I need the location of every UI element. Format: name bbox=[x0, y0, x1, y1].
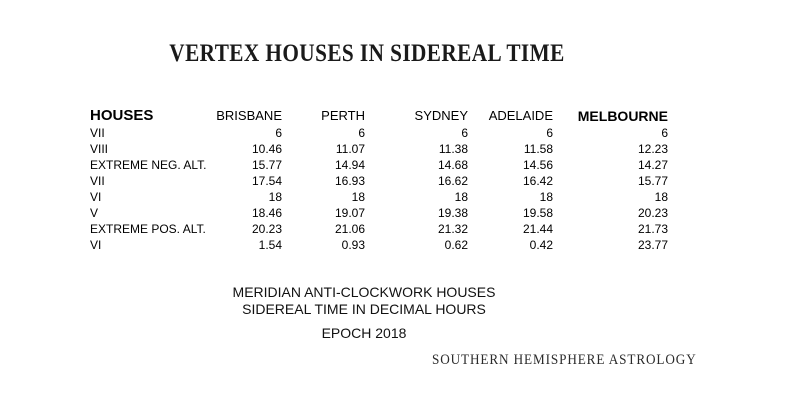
cell-value: 11.07 bbox=[335, 142, 365, 156]
cell-value: 18 bbox=[351, 190, 365, 204]
row-label: EXTREME NEG. ALT. bbox=[90, 158, 207, 172]
footer-notes bbox=[64, 284, 664, 342]
cell-value: 0.62 bbox=[444, 238, 468, 252]
cell-value: 12.23 bbox=[637, 142, 668, 156]
cell-value: 15.77 bbox=[637, 174, 668, 188]
row-label: VI bbox=[90, 238, 102, 252]
row-label: V bbox=[90, 206, 99, 220]
column-header-sydney: SYDNEY bbox=[414, 108, 468, 123]
cell-value: 18 bbox=[539, 190, 553, 204]
row-label: EXTREME POS. ALT. bbox=[90, 222, 206, 236]
cell-value: 18.46 bbox=[251, 206, 282, 220]
row-label: VII bbox=[90, 174, 105, 188]
cell-value: 21.73 bbox=[637, 222, 668, 236]
cell-value: 23.77 bbox=[637, 238, 668, 252]
cell-value: 19.07 bbox=[334, 206, 365, 220]
column-header-houses: HOUSES bbox=[90, 107, 154, 124]
cell-value: 19.38 bbox=[437, 206, 468, 220]
cell-value: 21.06 bbox=[334, 222, 365, 236]
cell-value: 16.93 bbox=[334, 174, 365, 188]
page-title: VERTEX HOUSES IN SIDEREAL TIME bbox=[169, 40, 565, 67]
row-label: VIII bbox=[90, 142, 109, 156]
cell-value: 21.32 bbox=[437, 222, 468, 236]
column-header-adelaide: ADELAIDE bbox=[488, 108, 553, 123]
cell-value: 16.42 bbox=[522, 174, 553, 188]
cell-value: 14.94 bbox=[334, 158, 365, 172]
row-label: VII bbox=[90, 126, 105, 140]
cell-value: 0.42 bbox=[529, 238, 553, 252]
cell-value: 6 bbox=[661, 126, 668, 140]
publisher-signature: SOUTHERN HEMISPHERE ASTROLOGY bbox=[432, 352, 697, 368]
cell-value: 6 bbox=[461, 126, 468, 140]
footer-line-house-system: MERIDIAN ANTI-CLOCKWORK HOUSES bbox=[232, 284, 496, 300]
cell-value: 15.77 bbox=[251, 158, 282, 172]
epoch-label: EPOCH 2018 bbox=[321, 325, 407, 341]
column-header-melbourne: MELBOURNE bbox=[577, 108, 668, 124]
cell-value: 18 bbox=[268, 190, 282, 204]
cell-value: 11.58 bbox=[523, 142, 553, 156]
cell-value: 18 bbox=[654, 190, 668, 204]
cell-value: 20.23 bbox=[637, 206, 668, 220]
row-label: VI bbox=[90, 190, 102, 204]
column-header-perth: PERTH bbox=[321, 108, 365, 123]
cell-value: 11.38 bbox=[438, 142, 468, 156]
cell-value: 14.68 bbox=[437, 158, 468, 172]
cell-value: 14.56 bbox=[522, 158, 553, 172]
cell-value: 16.62 bbox=[437, 174, 468, 188]
cell-value: 1.54 bbox=[258, 238, 282, 252]
cell-value: 19.58 bbox=[522, 206, 553, 220]
cell-value: 17.54 bbox=[251, 174, 282, 188]
footer-line-time-units: SIDEREAL TIME IN DECIMAL HOURS bbox=[242, 301, 486, 317]
cell-value: 6 bbox=[275, 126, 282, 140]
cell-value: 18 bbox=[454, 190, 468, 204]
cell-value: 21.44 bbox=[522, 222, 553, 236]
cell-value: 0.93 bbox=[341, 238, 365, 252]
cell-value: 6 bbox=[546, 126, 553, 140]
cell-value: 10.46 bbox=[251, 142, 282, 156]
cell-value: 14.27 bbox=[637, 158, 668, 172]
cell-value: 20.23 bbox=[251, 222, 282, 236]
vertex-houses-table bbox=[90, 107, 668, 253]
cell-value: 6 bbox=[358, 126, 365, 140]
column-header-brisbane: BRISBANE bbox=[216, 108, 282, 123]
